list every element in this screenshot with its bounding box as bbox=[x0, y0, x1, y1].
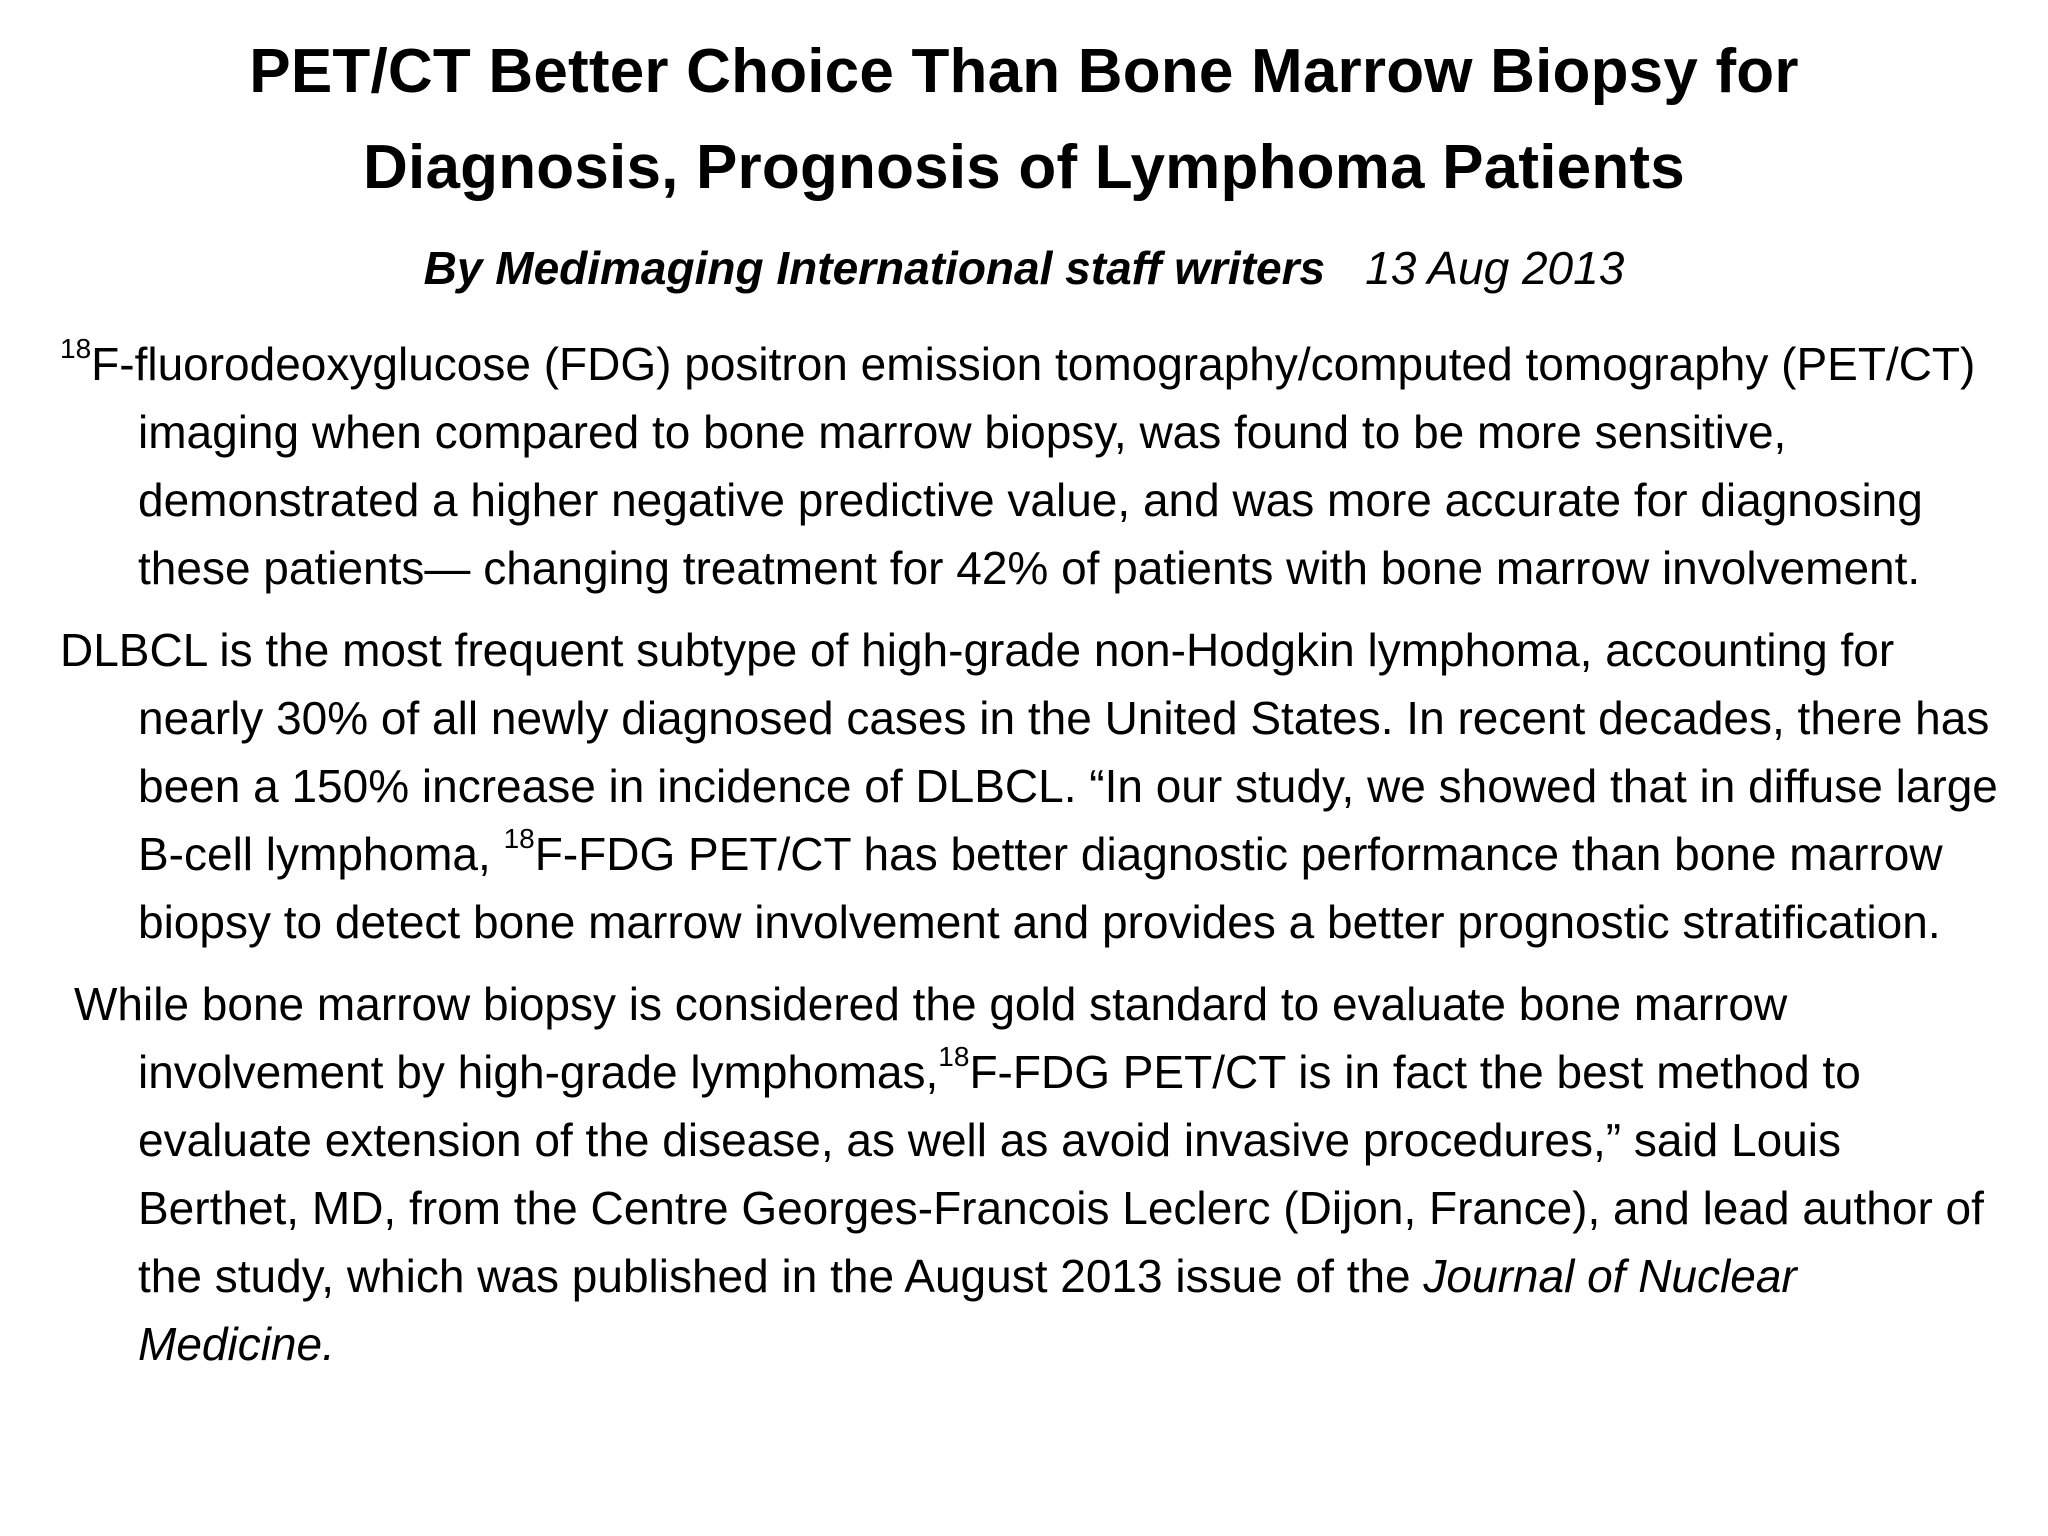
paragraph-2-text-a: DLBCL is the most frequent subtype of high-grade non-Hodgkin lymphoma, accounting for nearly 30% of all newly diagnosed cases in the United States. In recent decades, there has been a 150% increase in incidence of DLBCL. “In our study, we showed that in diffuse large B-cell lymphoma, bbox=[60, 624, 1998, 880]
paragraph-1-text: F-fluorodeoxyglucose (FDG) positron emission tomography/computed tomography (PET/CT) imaging when compared to bone marrow biopsy, was found to be more sensitive, demonstrated a higher negative predictive value, and was more accurate for diagnosing these patients— changing treatment for 42% of patients with bone marrow involvement. bbox=[91, 338, 1976, 594]
superscript-18: 18 bbox=[503, 822, 535, 854]
paragraph-1 bbox=[60, 330, 2000, 602]
superscript-18: 18 bbox=[60, 332, 92, 364]
page-title bbox=[80, 24, 1968, 216]
byline-author: By Medimaging International staff writers bbox=[423, 242, 1326, 294]
paragraph-3 bbox=[60, 970, 2000, 1378]
paragraph-2-text-b: F-FDG PET/CT has better diagnostic performance than bone marrow biopsy to detect bone marrow involvement and provides a better prognostic stratification. bbox=[138, 828, 1943, 948]
title-line-2: Diagnosis, Prognosis of Lymphoma Patients bbox=[363, 133, 1685, 202]
paragraph-3-text-a: While bone marrow biopsy is considered the gold standard to evaluate bone marrow involvement by high-grade lymphomas, bbox=[74, 978, 1788, 1098]
journal-name: Journal of Nuclear Medicine. bbox=[138, 1250, 1797, 1370]
paragraph-3-text-b: F-FDG PET/CT is in fact the best method to evaluate extension of the disease, as well as avoid invasive procedures,” said Louis Berthet, MD, from the Centre Georges-Francois Leclerc (Dijon, France), and lead author of the study, which was published in the August 2013 issue of the bbox=[138, 1046, 1984, 1302]
byline bbox=[80, 238, 1968, 298]
title-line-1: PET/CT Better Choice Than Bone Marrow Biopsy for bbox=[249, 37, 1799, 106]
byline-date: 13 Aug 2013 bbox=[1365, 242, 1625, 294]
superscript-18: 18 bbox=[938, 1040, 970, 1072]
paragraph-2 bbox=[60, 616, 2000, 956]
article-body bbox=[60, 330, 2000, 1392]
